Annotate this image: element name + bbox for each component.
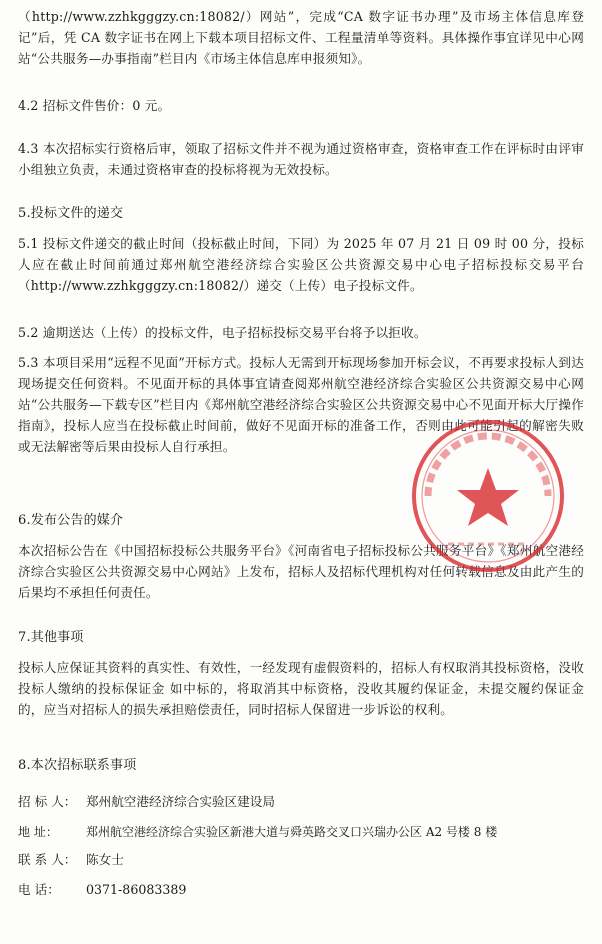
contact-tenderer	[18, 792, 275, 812]
heading-5-bid-submission: 5.投标文件的递交	[18, 206, 124, 221]
contact-phone	[18, 880, 186, 900]
paragraph-5-3-remote-opening: 5.3 本项目采用“远程不见面”开标方式。投标人无需到开标现场参加开标会议，不再要求投标人到达现场提交任何资料。不见面开标的具体事宜请查阅郑州航空港经济综合实验区公共资源交易中心网站“公共服务—下载专区”栏目内《郑州航空港经济综合实验区公共资源交易中心不见面开标大厅操作指南》，投标人应当在投标截止时间前，做好不见面开标的准备工作，否则由此可能引起的解密失败或无法解密等后果由投标人自行承担。	[18, 355, 584, 454]
heading-7-other: 7.其他事项	[18, 630, 84, 645]
heading-8-contacts: 8.本次招标联系事项	[18, 758, 137, 773]
contact-label: 地 址：	[18, 825, 58, 839]
paragraph-6-media: 本次招标公告在《中国招标投标公共服务平台》《河南省电子招标投标公共服务平台》《郑州航空港经济综合实验区公共资源交易中心网站》上发布，招标人及招标代理机构对任何转载信息及由此产生的后果均不承担任何责任。	[18, 543, 584, 600]
contact-label: 招 标 人：	[18, 794, 77, 809]
paragraph-4-2-price: 4.2 招标文件售价：0 元。	[18, 98, 171, 113]
contact-value: 郑州航空港经济综合实验区建设局	[86, 794, 275, 809]
paragraph-4-3-qualification: 4.3 本次招标实行资格后审，领取了招标文件并不视为通过资格审查，资格审查工作在评标时由评审小组独立负责，未通过资格审查的投标将视为无效投标。	[18, 141, 584, 177]
heading-6-media: 6.发布公告的媒介	[18, 513, 124, 528]
contact-value: 陈女士	[86, 852, 124, 867]
paragraph-7-other: 投标人应保证其资料的真实性、有效性，一经发现有虚假资料的，招标人有权取消其投标资格，没收投标人缴纳的投标保证金 如中标的，将取消其中标资格，没收其履约保证金，未提交履约保证金的，应当对招标人的损失承担赔偿责任，同时招标人保留进一步诉讼的权利。	[18, 660, 584, 717]
paragraph-5-2-late: 5.2 逾期送达（上传）的投标文件，电子招标投标交易平台将予以拒收。	[18, 325, 427, 340]
contact-address	[18, 822, 497, 842]
contact-value: 0371-86083389	[86, 882, 187, 897]
contact-value: 郑州航空港经济综合实验区新港大道与舜英路交叉口兴瑞办公区 A2 号楼 8 楼	[86, 825, 498, 839]
contact-label: 联 系 人：	[18, 852, 77, 867]
contact-label: 电 话：	[18, 882, 60, 897]
paragraph-5-1-deadline: 5.1 投标文件递交的截止时间（投标截止时间，下同）为 2025 年 07 月 21 日 09 时 00 分，投标人应在截止时间前通过郑州航空港经济综合实验区公共资源交易中心电子招标投标交易平台（http://www.zzhkgggzy.cn:18082/）递交（上传）电子投标文件。	[18, 236, 584, 293]
contact-person	[18, 850, 124, 870]
paragraph-registration-instructions: （http://www.zzhkgggzy.cn:18082/）网站”，完成“CA 数字证书办理”及市场主体信息库登记”后，凭 CA 数字证书在网上下载本项目招标文件、工程量清单等资料。具体操作事宜详见中心网站“公共服务—办事指南”栏目内《市场主体信息库申报须知》。	[18, 9, 584, 66]
